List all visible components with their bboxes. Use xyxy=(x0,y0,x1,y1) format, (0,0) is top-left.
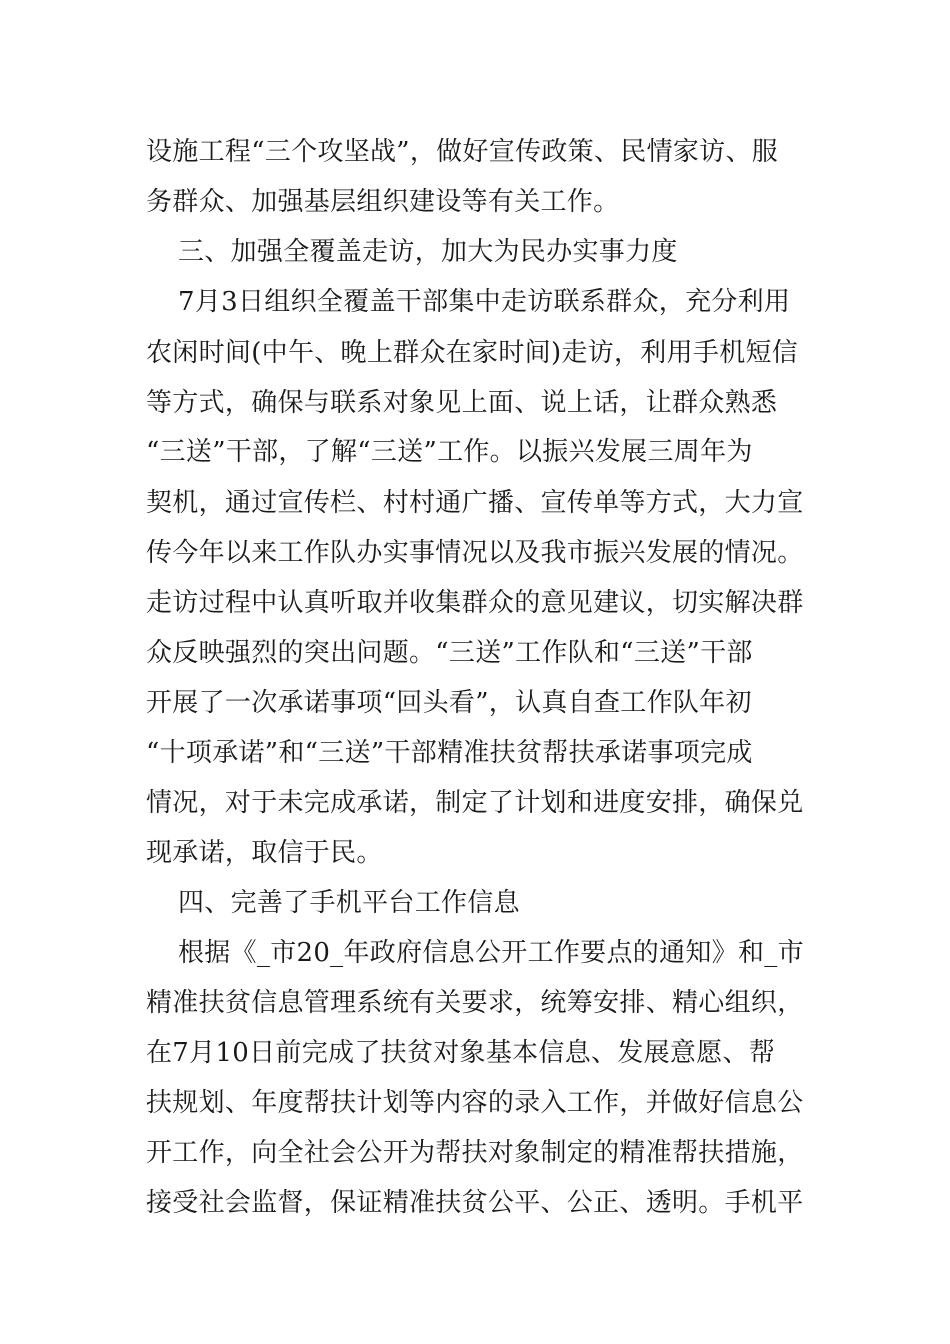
paragraph-line: 根据《_市20_年政府信息公开工作要点的通知》和_市 xyxy=(178,938,804,968)
paragraph-line: 务群众、加强基层组织建设等有关工作。 xyxy=(146,187,620,217)
paragraph-line: “三送”干部，了解“三送”工作。以振兴发展三周年为 xyxy=(146,437,753,467)
paragraph-line: 开工作，向全社会公开为帮扶对象制定的精准帮扶措施， xyxy=(146,1138,804,1168)
paragraph-line: 等方式，确保与联系对象见上面、说上话，让群众熟悉 xyxy=(146,388,778,418)
paragraph-line: 情况，对于未完成承诺，制定了计划和进度安排，确保兑 xyxy=(146,788,804,818)
paragraph-line: 走访过程中认真听取并收集群众的意见建议，切实解决群 xyxy=(146,588,804,618)
paragraph-line: “十项承诺”和“三送”干部精准扶贫帮扶承诺事项完成 xyxy=(146,738,753,768)
paragraph-line: 开展了一次承诺事项“回头看”，认真自查工作队年初 xyxy=(146,688,752,718)
paragraph-line: 精准扶贫信息管理系统有关要求，统筹安排、精心组织， xyxy=(146,988,804,1018)
paragraph-line: 契机，通过宣传栏、村村通广播、宣传单等方式，大力宣 xyxy=(146,488,804,518)
paragraph-line: 农闲时间(中午、晚上群众在家时间)走访，利用手机短信 xyxy=(146,338,799,368)
paragraph-line: 7月3日组织全覆盖干部集中走访联系群众，充分利用 xyxy=(178,287,791,317)
paragraph-line: 现承诺，取信于民。 xyxy=(146,838,383,868)
paragraph-line: 设施工程“三个攻坚战”，做好宣传政策、民情家访、服 xyxy=(146,137,779,167)
paragraph-line: 传今年以来工作队办实事情况以及我市振兴发展的情况。 xyxy=(146,538,804,568)
section-heading: 四、完善了手机平台工作信息 xyxy=(178,888,520,918)
paragraph-line: 众反映强烈的突出问题。“三送”工作队和“三送”干部 xyxy=(146,638,753,668)
section-heading: 三、加强全覆盖走访，加大为民办实事力度 xyxy=(178,237,678,267)
paragraph-line: 在7月10日前完成了扶贫对象基本信息、发展意愿、帮 xyxy=(146,1038,776,1068)
paragraph-line: 接受社会监督，保证精准扶贫公平、公正、透明。手机平 xyxy=(146,1188,804,1218)
paragraph-line: 扶规划、年度帮扶计划等内容的录入工作，并做好信息公 xyxy=(146,1088,804,1118)
